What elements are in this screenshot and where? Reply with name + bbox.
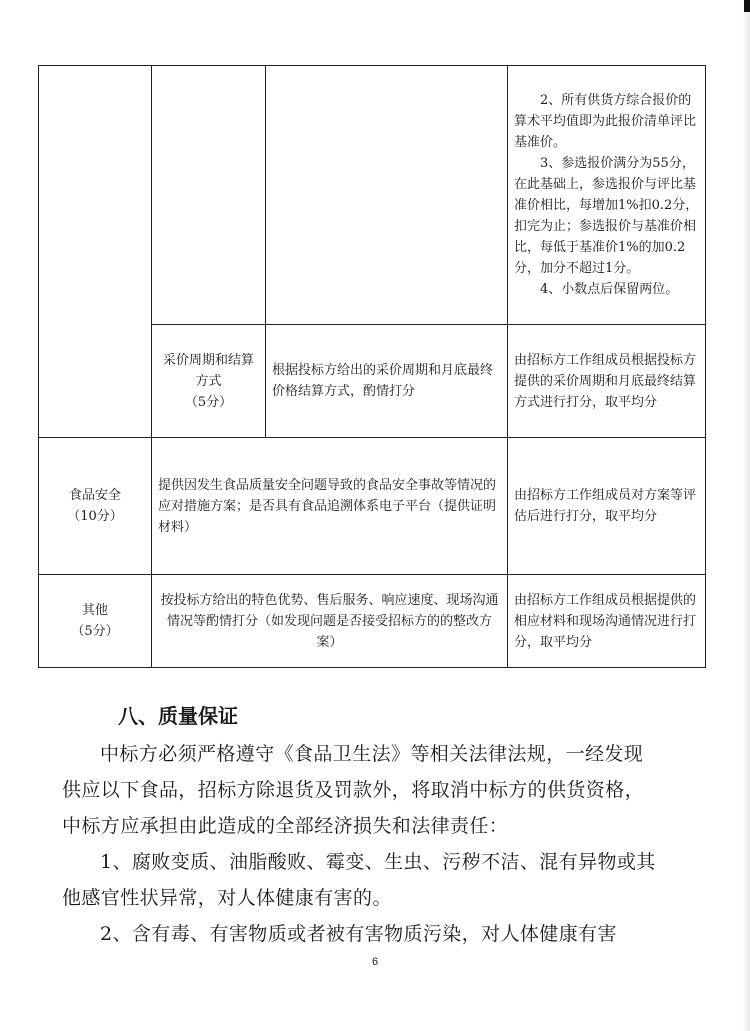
item-name: 采价周期和结算方式 [162, 352, 254, 389]
scan-mark [744, 0, 750, 12]
quality-guarantee-section [62, 696, 662, 952]
criteria-rule-3: 3、参选报价满分为55分，在此基础上，参选报价与评比基准价相比，每增加1%扣0.2分，扣完为止；参选报价与基准价相比，每低于基准价1%的加0.2分，加分不超过1分。 [514, 156, 699, 276]
item-cell [152, 325, 266, 438]
table-row [39, 438, 706, 575]
criteria-rule-2: 2、所有供货方综合报价的算术平均值即为此报价清单评比基准价。 [514, 93, 697, 150]
item-points: （5分） [184, 394, 233, 410]
item-cell-empty [152, 66, 266, 325]
criteria-cell: 由招标方工作组成员对方案等评估后进行打分，取平均分 [508, 438, 706, 575]
category-name: 食品安全 [68, 488, 121, 503]
section-paragraph: 2、含有毒、有害物质或者被有害物质污染，对人体健康有害 [100, 923, 617, 945]
criteria-rule-4: 4、小数点后保留两位。 [540, 282, 679, 297]
category-points: （5分） [71, 624, 119, 639]
category-points: （10分） [67, 509, 123, 524]
category-cell [39, 438, 152, 575]
content-cell: 根据投标方给出的采价周期和月底最终价格结算方式，酌情打分 [266, 325, 508, 438]
category-cell-empty [39, 66, 152, 438]
page-edge-shadow [742, 0, 750, 1031]
content-cell: 按投标方给出的特色优势、售后服务、响应速度、现场沟通情况等酌情打分（如发现问题是否接受招标方的的整改方案） [152, 575, 508, 668]
table-row [39, 66, 706, 325]
content-cell: 提供因发生食品质量安全问题导致的食品安全事故等情况的应对措施方案；是否具有食品追溯体系电子平台（提供证明材料） [152, 438, 508, 575]
criteria-cell: 由招标方工作组成员根据提供的相应材料和现场沟通情况进行打分，取平均分 [508, 575, 706, 668]
criteria-cell [508, 66, 706, 325]
category-name: 其他 [81, 603, 108, 618]
section-heading: 八、质量保证 [118, 704, 238, 728]
criteria-cell: 由招标方工作组成员根据投标方提供的采价周期和月底最终结算方式进行打分，取平均分 [508, 325, 706, 438]
content-cell-empty [266, 66, 508, 325]
table-row [39, 575, 706, 668]
category-cell [39, 575, 152, 668]
page-number: 6 [371, 956, 379, 968]
scoring-table [38, 65, 706, 668]
section-paragraph: 1、腐败变质、油脂酸败、霉变、生虫、污秽不洁、混有异物或其他感官性状异常，对人体健康有害的。 [62, 851, 656, 909]
section-paragraph: 中标方必须严格遵守《食品卫生法》等相关法律法规，一经发现供应以下食品，招标方除退货及罚款外，将取消中标方的供货资格，中标方应承担由此造成的全部经济损失和法律责任： [62, 743, 645, 837]
